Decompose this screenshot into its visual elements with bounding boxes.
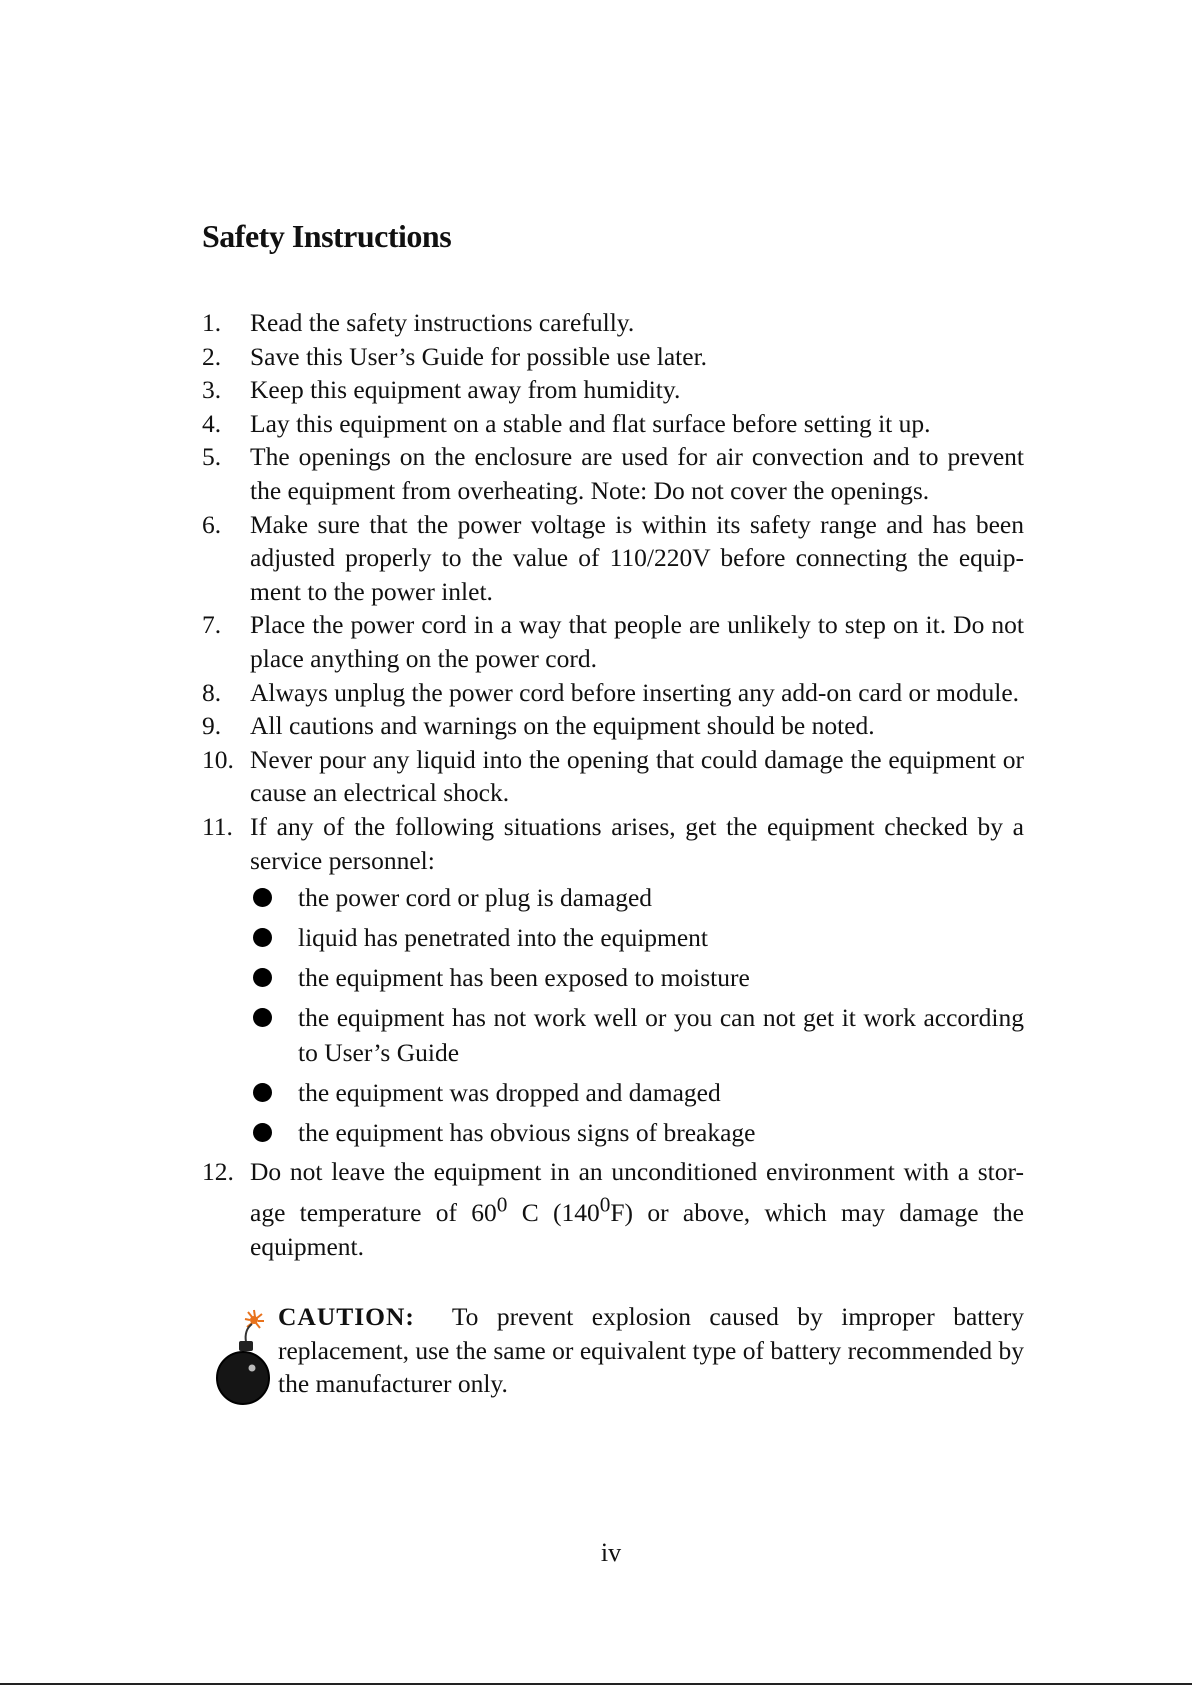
list-item (202, 306, 1024, 340)
bullet-dot-icon (253, 968, 272, 987)
item-text: Lay this equipment on a stable and flat surface before setting it up. (250, 408, 931, 438)
bullet-item (250, 880, 1024, 915)
fuse-spark-icon (245, 1310, 264, 1328)
item-text: Place the power cord in a way that people are unlikely to step on it. Do not place anything on the power cord. (250, 610, 1024, 673)
situations-bullet-list (250, 880, 1024, 1150)
item-number: 3. (202, 375, 222, 405)
bullet-item (250, 1075, 1024, 1110)
caution-label: CAUTION: (278, 1302, 415, 1331)
bullet-item (250, 920, 1024, 955)
bullet-dot-icon (253, 1083, 272, 1102)
list-item (202, 709, 1024, 743)
item-text: Save this User’s Guide for possible use later. (250, 341, 708, 371)
bullet-dot-icon (253, 888, 272, 907)
list-item (202, 1155, 1024, 1263)
page-number: iv (600, 1538, 622, 1567)
list-item (202, 340, 1024, 374)
item-number: 10. (202, 744, 234, 774)
list-item (202, 508, 1024, 609)
bullet-dot-icon (253, 1123, 272, 1142)
bullet-item (250, 1000, 1024, 1070)
item-number: 1. (202, 308, 222, 337)
item-number: 4. (202, 408, 222, 438)
item-number: 12. (202, 1157, 234, 1187)
item-number: 9. (202, 711, 222, 741)
item-text-part: F) or above, which may damage the equipment. (250, 1198, 1024, 1261)
bullet-text: the equipment has been exposed to moisture (298, 963, 750, 993)
item-text: Make sure that the power voltage is within its safety range and has been adjusted properly to the value of 110/220V before connecting the equip-ment to the power inlet. (250, 509, 1024, 606)
bullet-dot-icon (253, 1008, 272, 1027)
bullet-item (250, 1115, 1024, 1150)
item-text-part: Do not leave the equipment in an unconditioned environment with a stor-age temperature of 60 (250, 1157, 1024, 1228)
item-text: Never pour any liquid into the opening that could damage the equipment or cause an electrical shock. (250, 744, 1024, 808)
degree-superscript: 0 (599, 1192, 611, 1217)
item-number: 7. (202, 610, 222, 640)
item-text: Always unplug the power cord before inserting any add-on card or module. (250, 677, 1020, 707)
bullet-item (250, 960, 1024, 995)
bullet-text: the power cord or plug is damaged (298, 883, 653, 913)
item-text (250, 1157, 1024, 1261)
list-item (202, 608, 1024, 675)
item-text: Keep this equipment away from humidity. (250, 375, 681, 405)
caution-text (278, 1300, 1024, 1401)
item-text: Read the safety instructions carefully. (250, 308, 635, 337)
item-text: The openings on the enclosure are used for air convection and to prevent the equipment from overheating. Note: Do not cover the openings. (250, 442, 1024, 505)
bomb-icon (214, 1308, 272, 1408)
item-text-part: C (140 (507, 1198, 600, 1228)
caution-body: To prevent explosion caused by improper battery replacement, use the same or equivalent type of battery recommended by the manufacturer only. (278, 1302, 1024, 1399)
bullet-text: liquid has penetrated into the equipment (298, 923, 709, 953)
bullet-dot-icon (253, 928, 272, 947)
item-text: If any of the following situations arises, get the equipment checked by a service personnel: (250, 811, 1024, 875)
list-item (202, 440, 1024, 507)
list-item (202, 373, 1024, 407)
item-text: All cautions and warnings on the equipment should be noted. (250, 711, 875, 741)
bullet-text: the equipment was dropped and damaged (298, 1078, 721, 1108)
bullet-text: the equipment has obvious signs of breakage (298, 1118, 756, 1148)
list-item (202, 743, 1024, 810)
list-item (202, 676, 1024, 710)
bullet-text: the equipment has not work well or you can not get it work according to User’s Guide (298, 1003, 1024, 1068)
caution-notice (214, 1300, 1024, 1410)
item-number: 11. (202, 811, 233, 841)
page-title: Safety Instructions (202, 218, 452, 254)
list-item (202, 810, 1024, 1150)
item-number: 5. (202, 442, 222, 472)
item-number: 6. (202, 509, 222, 539)
list-item (202, 407, 1024, 441)
item-number: 8. (202, 677, 222, 707)
item-number: 2. (202, 341, 222, 371)
degree-superscript: 0 (496, 1192, 508, 1217)
safety-instructions-list (202, 306, 1024, 1263)
